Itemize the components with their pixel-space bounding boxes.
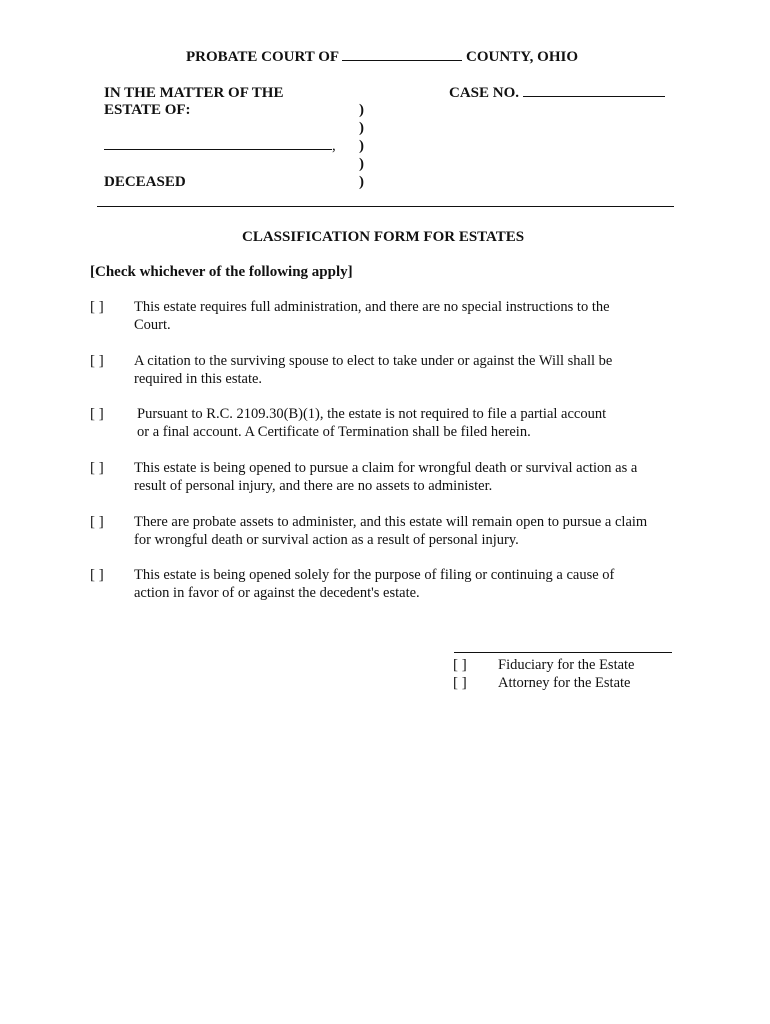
option-5-text — [134, 513, 647, 549]
option-6-text — [134, 566, 614, 602]
fiduciary-label: Fiduciary for the Estate — [498, 657, 635, 673]
paren-1: ) — [359, 102, 364, 118]
checkbox-option-2[interactable]: [ ] — [90, 353, 104, 369]
option-3-text — [137, 405, 606, 441]
court-suffix: COUNTY, OHIO — [466, 49, 579, 65]
option-3-line-1: Pursuant to R.C. 2109.30(B)(1), the estate is not required to file a partial account — [137, 406, 607, 422]
option-1-text — [134, 298, 610, 334]
paren-5: ) — [359, 174, 364, 190]
attorney-label: Attorney for the Estate — [498, 675, 631, 691]
option-6-line-2: action in favor of or against the decedent's estate. — [134, 585, 420, 601]
option-4-line-2: result of personal injury, and there are no assets to administer. — [134, 478, 493, 494]
option-4-line-1: This estate is being opened to pursue a claim for wrongful death or survival action as a — [134, 460, 638, 476]
option-6-line-1: This estate is being opened solely for the purpose of filing or continuing a cause of — [134, 567, 615, 583]
county-name-field[interactable] — [342, 60, 462, 61]
option-3-line-2: or a final account. A Certificate of Termination shall be filed herein. — [137, 424, 531, 440]
paren-3: ) — [359, 138, 364, 154]
case-number — [449, 84, 665, 102]
checkbox-attorney[interactable]: [ ] — [453, 675, 467, 691]
checkbox-option-3[interactable]: [ ] — [90, 406, 104, 422]
checkbox-option-5[interactable]: [ ] — [90, 514, 104, 530]
paren-2: ) — [359, 120, 364, 136]
case-number-field[interactable] — [523, 96, 665, 97]
court-title — [186, 48, 578, 66]
checkbox-option-6[interactable]: [ ] — [90, 567, 104, 583]
decedent-name-field[interactable] — [104, 149, 332, 150]
court-prefix: PROBATE COURT OF — [186, 49, 339, 65]
checkbox-fiduciary[interactable]: [ ] — [453, 657, 467, 673]
option-1-line-2: Court. — [134, 317, 171, 333]
paren-4: ) — [359, 156, 364, 172]
option-4-text — [134, 459, 637, 495]
matter-line-2: ESTATE OF: — [104, 102, 191, 118]
checkbox-option-4[interactable]: [ ] — [90, 460, 104, 476]
decedent-name-line — [104, 137, 336, 155]
option-1-line-1: This estate requires full administration, and there are no special instructions to the — [134, 299, 610, 315]
case-label: CASE NO. — [449, 85, 520, 101]
option-2-text — [134, 352, 612, 388]
form-title: CLASSIFICATION FORM FOR ESTATES — [242, 229, 525, 245]
signature-line[interactable] — [454, 652, 672, 653]
instruction: [Check whichever of the following apply] — [90, 264, 353, 280]
option-2-line-2: required in this estate. — [134, 371, 263, 387]
option-5-line-2: for wrongful death or survival action as a result of personal injury. — [134, 532, 519, 548]
option-2-line-1: A citation to the surviving spouse to elect to take under or against the Will shall be — [134, 353, 613, 369]
deceased-label: DECEASED — [104, 174, 186, 190]
option-5-line-1: There are probate assets to administer, and this estate will remain open to pursue a claim — [134, 514, 648, 530]
checkbox-option-1[interactable]: [ ] — [90, 299, 104, 315]
matter-line-1: IN THE MATTER OF THE — [104, 85, 284, 101]
caption-divider — [97, 206, 674, 207]
name-comma: , — [332, 138, 336, 154]
